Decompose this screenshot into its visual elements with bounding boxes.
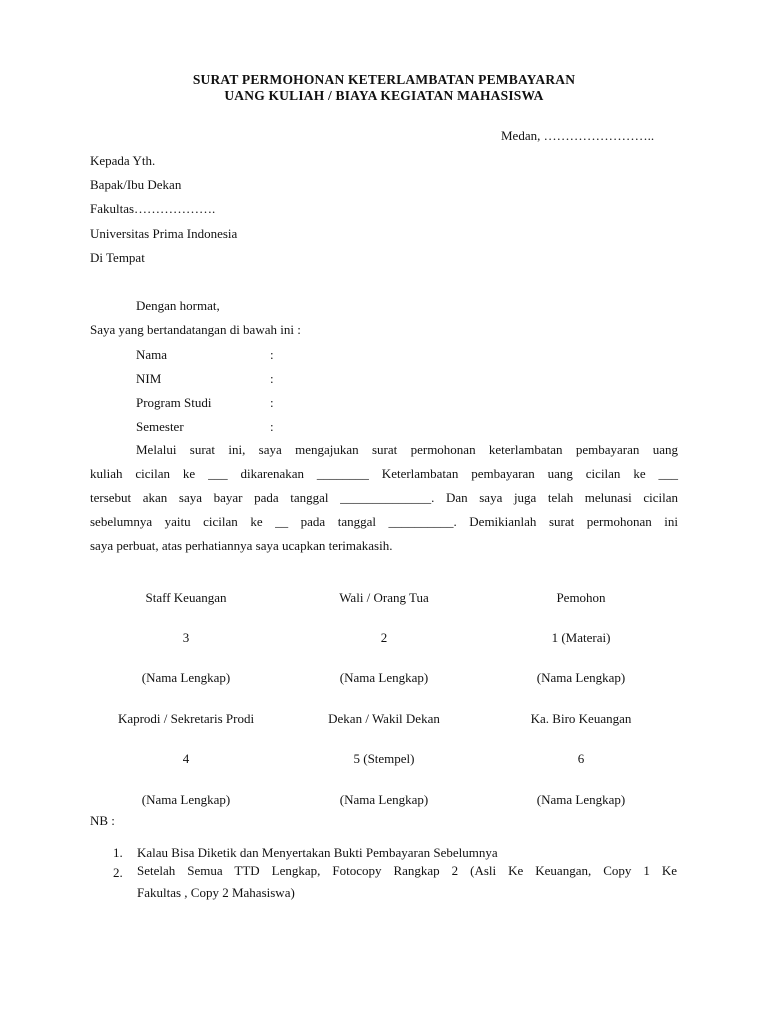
nb-item-text bbox=[137, 860, 677, 904]
body-line: kuliah cicilan ke ___ dikarenakan ________ Keterlambatan pembayaran uang cicilan ke ___ bbox=[90, 466, 678, 481]
body-line: sebelumnya yaitu cicilan ke __ pada tanggal __________. Demikianlah surat permohonan ini bbox=[90, 514, 678, 529]
signature-role: Kaprodi / Sekretaris Prodi bbox=[117, 711, 255, 726]
recipient-line: Fakultas………………. bbox=[90, 201, 216, 216]
nb-label: NB : bbox=[90, 813, 115, 828]
signature-name: (Nama Lengkap) bbox=[141, 792, 231, 807]
nb-item-number: 1. bbox=[113, 845, 123, 860]
document-title-line2: UANG KULIAH / BIAYA KEGIATAN MAHASISWA bbox=[224, 88, 544, 103]
body-line: Melalui surat ini, saya mengajukan surat permohonan keterlambatan pembayaran uang bbox=[136, 442, 678, 457]
signature-name: (Nama Lengkap) bbox=[339, 792, 429, 807]
greeting: Dengan hormat, bbox=[136, 298, 220, 313]
body-line: tersebut akan saya bayar pada tanggal ______________. Dan saya juga telah melunasi cicilan bbox=[90, 490, 678, 505]
signature-number: 2 bbox=[380, 630, 388, 645]
nb-item-line: Fakultas , Copy 2 Mahasiswa) bbox=[137, 885, 295, 900]
signature-role: Ka. Biro Keuangan bbox=[530, 711, 632, 726]
nb-item-line: Setelah Semua TTD Lengkap, Fotocopy Rangkap 2 (Asli Ke Keuangan, Copy 1 Ke bbox=[137, 863, 677, 878]
signature-number: 4 bbox=[182, 751, 190, 766]
recipient-line: Di Tempat bbox=[90, 250, 145, 265]
signature-role: Dekan / Wakil Dekan bbox=[328, 711, 440, 726]
signature-name: (Nama Lengkap) bbox=[141, 670, 231, 685]
field-colon: : bbox=[270, 419, 274, 434]
signature-role: Pemohon bbox=[556, 590, 606, 605]
signature-name: (Nama Lengkap) bbox=[536, 792, 626, 807]
field-label-nama: Nama bbox=[136, 347, 168, 362]
field-label-semester: Semester bbox=[136, 419, 184, 434]
field-label-nim: NIM bbox=[136, 371, 162, 386]
signature-number: 1 (Materai) bbox=[551, 630, 611, 645]
signature-number: 6 bbox=[577, 751, 585, 766]
field-colon: : bbox=[270, 395, 274, 410]
nb-item-text: Kalau Bisa Diketik dan Menyertakan Bukti Pembayaran Sebelumnya bbox=[137, 845, 498, 860]
field-colon: : bbox=[270, 347, 274, 362]
field-label-program-studi: Program Studi bbox=[136, 395, 212, 410]
recipient-line: Kepada Yth. bbox=[90, 153, 156, 168]
signature-name: (Nama Lengkap) bbox=[536, 670, 626, 685]
signature-number: 3 bbox=[182, 630, 190, 645]
signature-role: Wali / Orang Tua bbox=[339, 590, 429, 605]
date-line: Medan, …………………….. bbox=[501, 128, 655, 143]
field-colon: : bbox=[270, 371, 274, 386]
intro-text: Saya yang bertandatangan di bawah ini : bbox=[90, 322, 301, 337]
document-title-line1: SURAT PERMOHONAN KETERLAMBATAN PEMBAYARAN bbox=[192, 72, 576, 87]
signature-role: Staff Keuangan bbox=[145, 590, 227, 605]
signature-number: 5 (Stempel) bbox=[353, 751, 415, 766]
recipient-line: Bapak/Ibu Dekan bbox=[90, 177, 182, 192]
body-line: saya perbuat, atas perhatiannya saya ucapkan terimakasih. bbox=[90, 538, 393, 553]
nb-item-number: 2. bbox=[113, 865, 123, 880]
recipient-line: Universitas Prima Indonesia bbox=[90, 226, 238, 241]
signature-name: (Nama Lengkap) bbox=[339, 670, 429, 685]
body-paragraph bbox=[90, 438, 678, 558]
